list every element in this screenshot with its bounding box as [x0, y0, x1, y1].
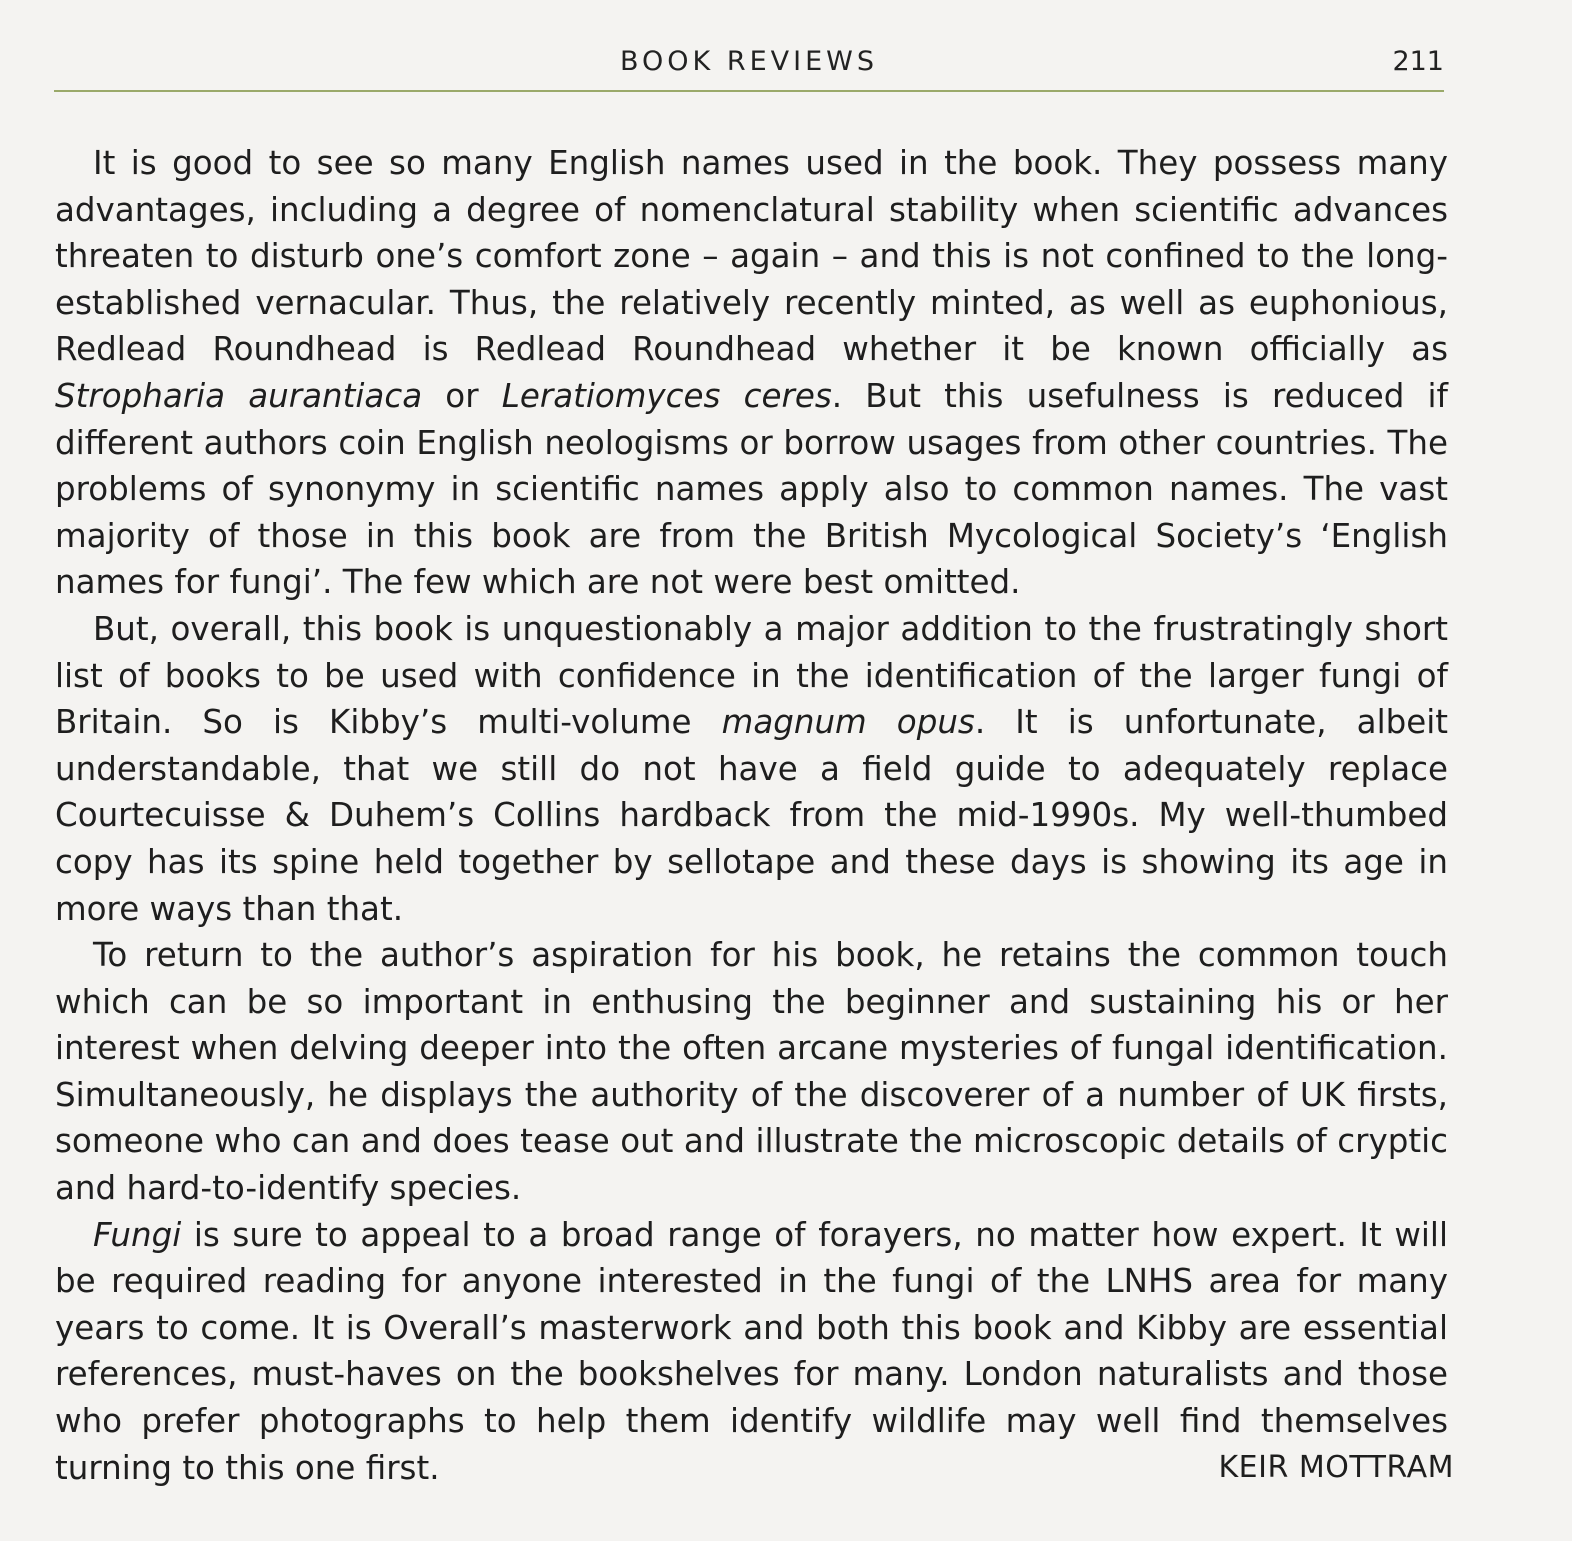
text-run: But, overall, this book is unquestionably a major addition to the frustratingly short list of books to be used with confidence in the identification of the larger fungi of Britain. So is Kibby’s multi-volume [55, 609, 1448, 742]
text-run: or [422, 376, 502, 415]
page-number: 211 [1392, 46, 1444, 77]
italic-run: Stropharia aurantiaca [55, 376, 423, 415]
text-run: . But this usefulness is reduced if different authors coin English neologisms or borrow usages from other countries. The problems of synonymy in scientific names apply also to common names. The vast majority of those in this book are from the British Mycological Society’s ‘English names for fungi’. The few which are not were best omitted. [55, 376, 1448, 602]
italic-run: Leratiomyces ceres [501, 376, 832, 415]
paragraph [55, 140, 1448, 606]
italic-run: Fungi [93, 1215, 182, 1254]
paragraph [55, 606, 1448, 932]
running-header [54, 40, 1444, 92]
paragraph [55, 932, 1448, 1212]
italic-run: magnum opus [721, 703, 975, 742]
text-run: To return to the author’s aspiration for his book, he retains the common touch which can be so important in enthusing the beginner and sustaining his or her interest when delving deeper into the often arcane mysteries of fungal identification. Simultaneously, he displays the authority of the discoverer of a number of UK firsts, someone who can and does tease out and illustrate the microscopic details of cryptic and hard-to-identify species. [55, 936, 1448, 1208]
review-body [55, 140, 1448, 1491]
text-run: It is good to see so many English names used in the book. They possess many advantages, including a degree of nomenclatural stability when scientific advances threaten to disturb one’s comfort zone – again – and this is not confined to the long-established vernacular. Thus, the relatively recently minted, as well as euphonious, Redlead Roundhead is Redlead Roundhead whether it be known officially as [55, 144, 1448, 369]
section-title: BOOK REVIEWS [620, 46, 878, 77]
text-run: is sure to appeal to a broad range of forayers, no matter how expert. It will be required reading for anyone interested in the fungi of the LNHS area for many years to come. It is Overall’s masterwork and both this book and Kibby are essential references, must-haves on the bookshelves for many. London naturalists and those who prefer photographs to help them identify wildlife may well find themselves turning to this one first. [55, 1215, 1448, 1487]
reviewer-name: KEIR MOTTRAM [1218, 1450, 1454, 1485]
text-run: . It is unfortunate, albeit understandable, that we still do not have a field guide to adequately replace Courtecuisse & Duhem’s Collins hardback from the mid-1990s. My well-thumbed copy has its spine held together by sellotape and these days is showing its age in more ways than that. [55, 703, 1448, 928]
